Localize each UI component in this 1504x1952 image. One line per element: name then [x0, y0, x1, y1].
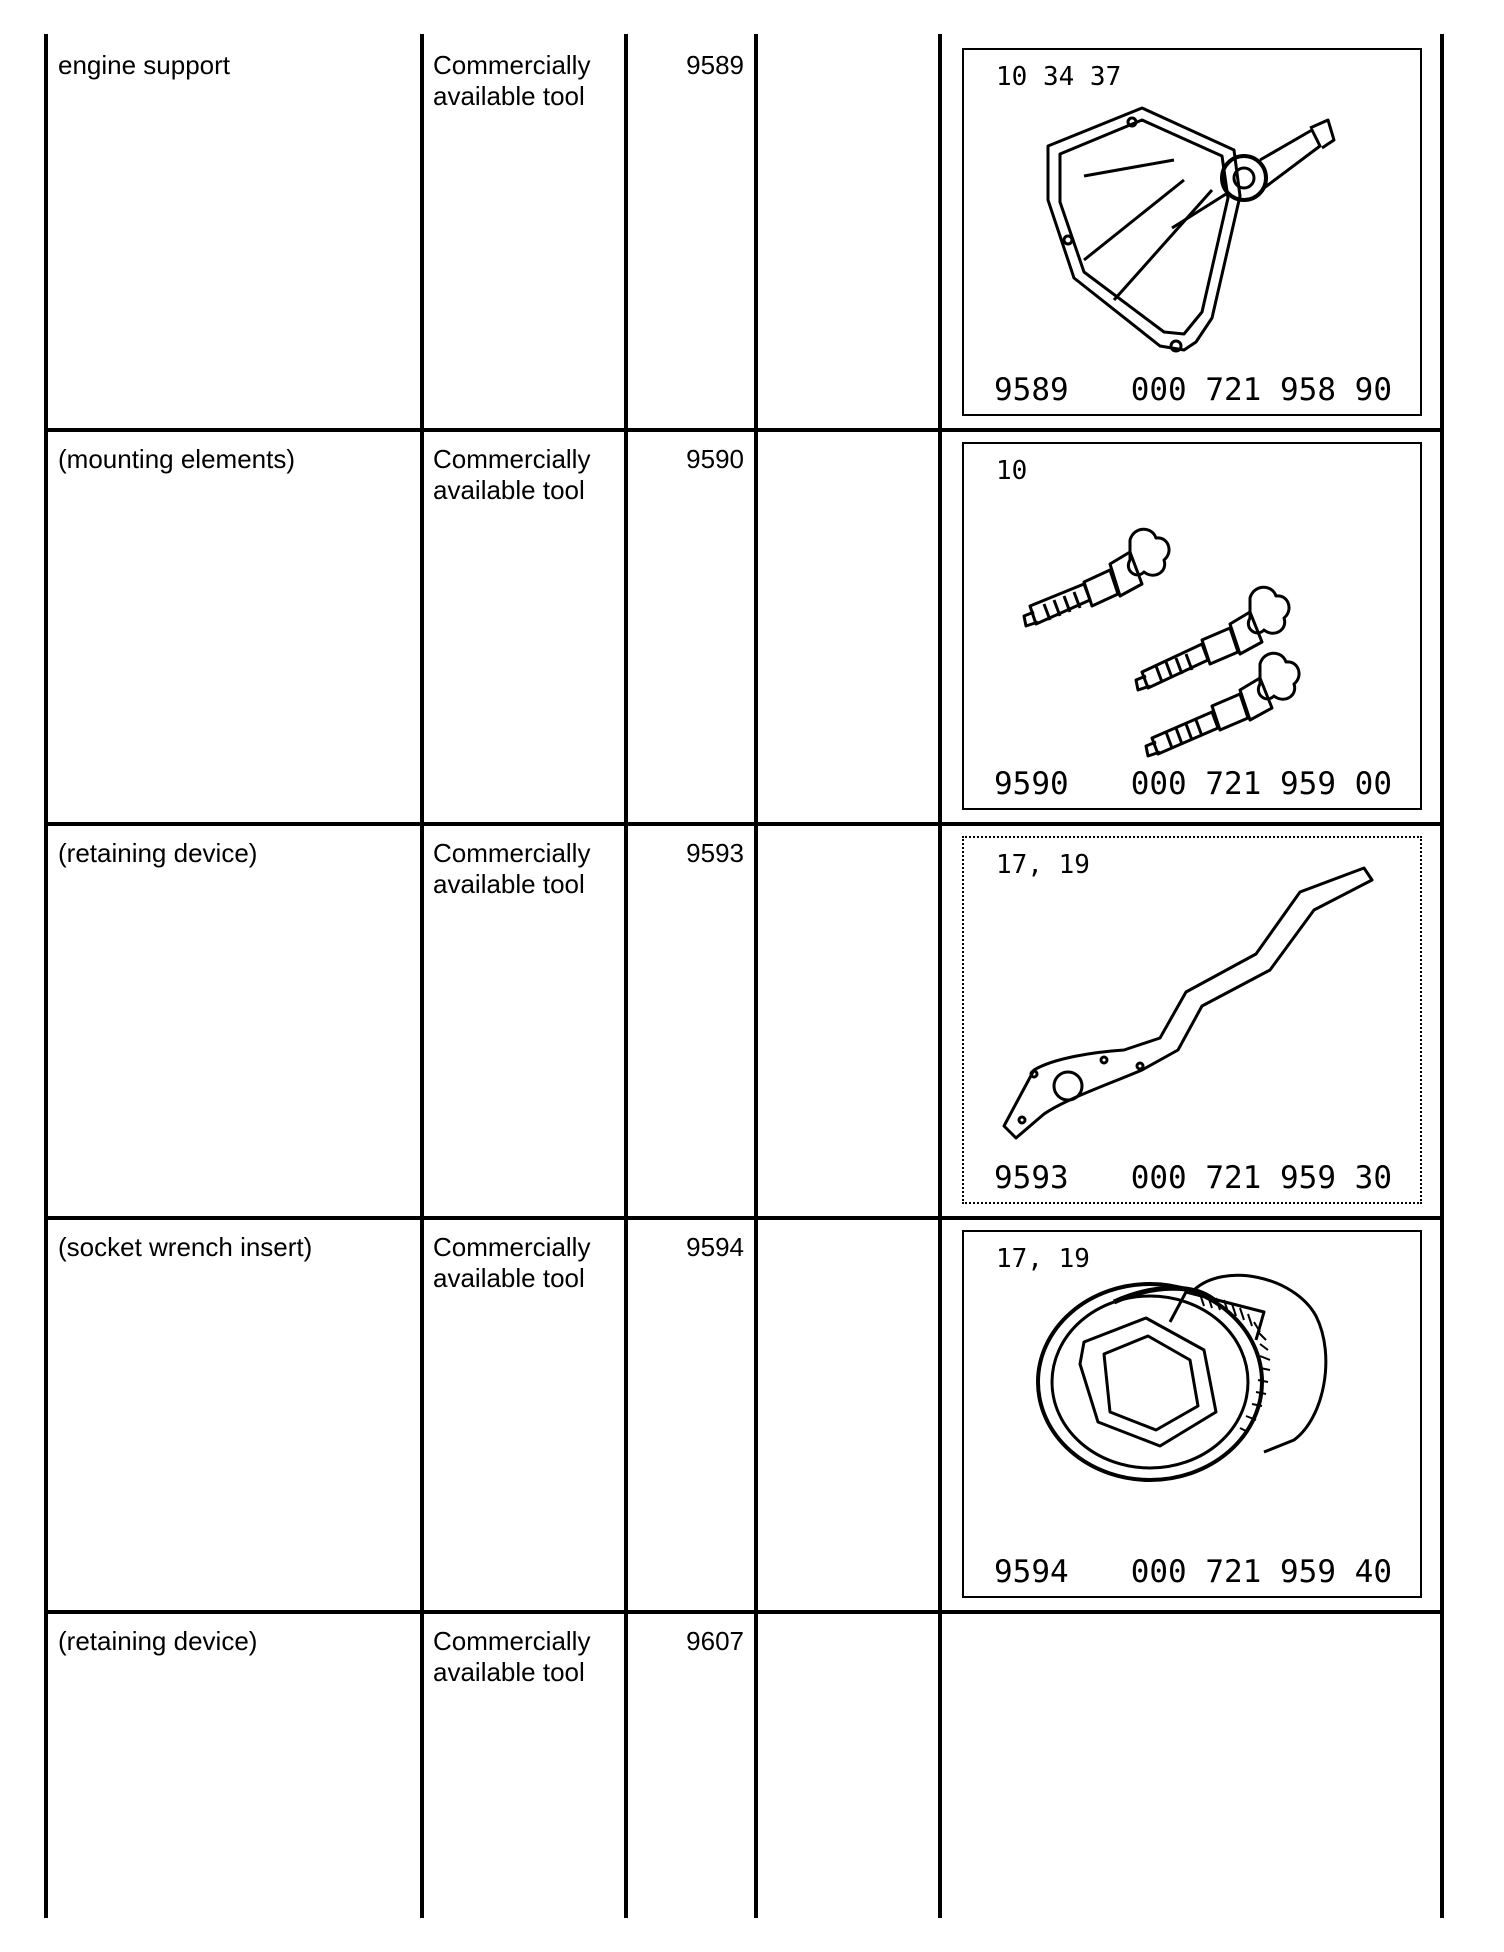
tool-source: Commercially available tool	[433, 1626, 591, 1687]
engine-support-frame-icon	[964, 50, 1424, 418]
socket-insert-icon	[964, 1232, 1424, 1600]
figure-reference-label: 10 34 37	[996, 62, 1122, 92]
tool-source: Commercially available tool	[433, 1232, 591, 1293]
retaining-wrench-icon	[964, 838, 1424, 1206]
row-divider-4	[44, 1610, 1444, 1614]
column-divider-4	[938, 34, 942, 1918]
tool-source: Commercially available tool	[433, 50, 591, 111]
tool-description: (socket wrench insert)	[58, 1232, 313, 1262]
figure-tool-code: 9590	[994, 766, 1069, 802]
figure-part-number: 000 721 959 00	[1130, 766, 1392, 802]
tool-number: 9589	[686, 50, 744, 80]
tool-number: 9594	[686, 1232, 744, 1262]
figure-reference-label: 17, 19	[996, 850, 1090, 880]
tool-figure	[962, 48, 1422, 416]
tool-number: 9593	[686, 838, 744, 868]
tool-figure	[962, 836, 1422, 1204]
tool-description: engine support	[58, 50, 231, 80]
row-divider-3	[44, 1216, 1444, 1220]
figure-reference-label: 17, 19	[996, 1244, 1090, 1274]
tool-description: (mounting elements)	[58, 444, 295, 474]
figure-reference-label: 10	[996, 456, 1028, 486]
tool-figure	[962, 442, 1422, 810]
tool-source: Commercially available tool	[433, 838, 591, 899]
tool-source: Commercially available tool	[433, 444, 591, 505]
figure-part-number: 000 721 959 40	[1130, 1554, 1392, 1590]
tool-figure	[962, 1230, 1422, 1598]
column-divider-3	[754, 34, 758, 1918]
figure-part-number: 000 721 959 30	[1130, 1160, 1392, 1196]
column-divider-1	[420, 34, 424, 1918]
tool-number: 9590	[686, 444, 744, 474]
tool-description: (retaining device)	[58, 1626, 258, 1656]
tool-description: (retaining device)	[58, 838, 258, 868]
figure-part-number: 000 721 958 90	[1130, 372, 1392, 408]
figure-tool-code: 9594	[994, 1554, 1069, 1590]
figure-tool-code: 9589	[994, 372, 1069, 408]
row-divider-2	[44, 822, 1444, 826]
table-border-left	[44, 34, 48, 1918]
row-divider-1	[44, 428, 1444, 432]
mounting-bolts-icon	[964, 444, 1424, 812]
table-border-right	[1440, 34, 1444, 1918]
tool-number: 9607	[686, 1626, 744, 1656]
figure-tool-code: 9593	[994, 1160, 1069, 1196]
